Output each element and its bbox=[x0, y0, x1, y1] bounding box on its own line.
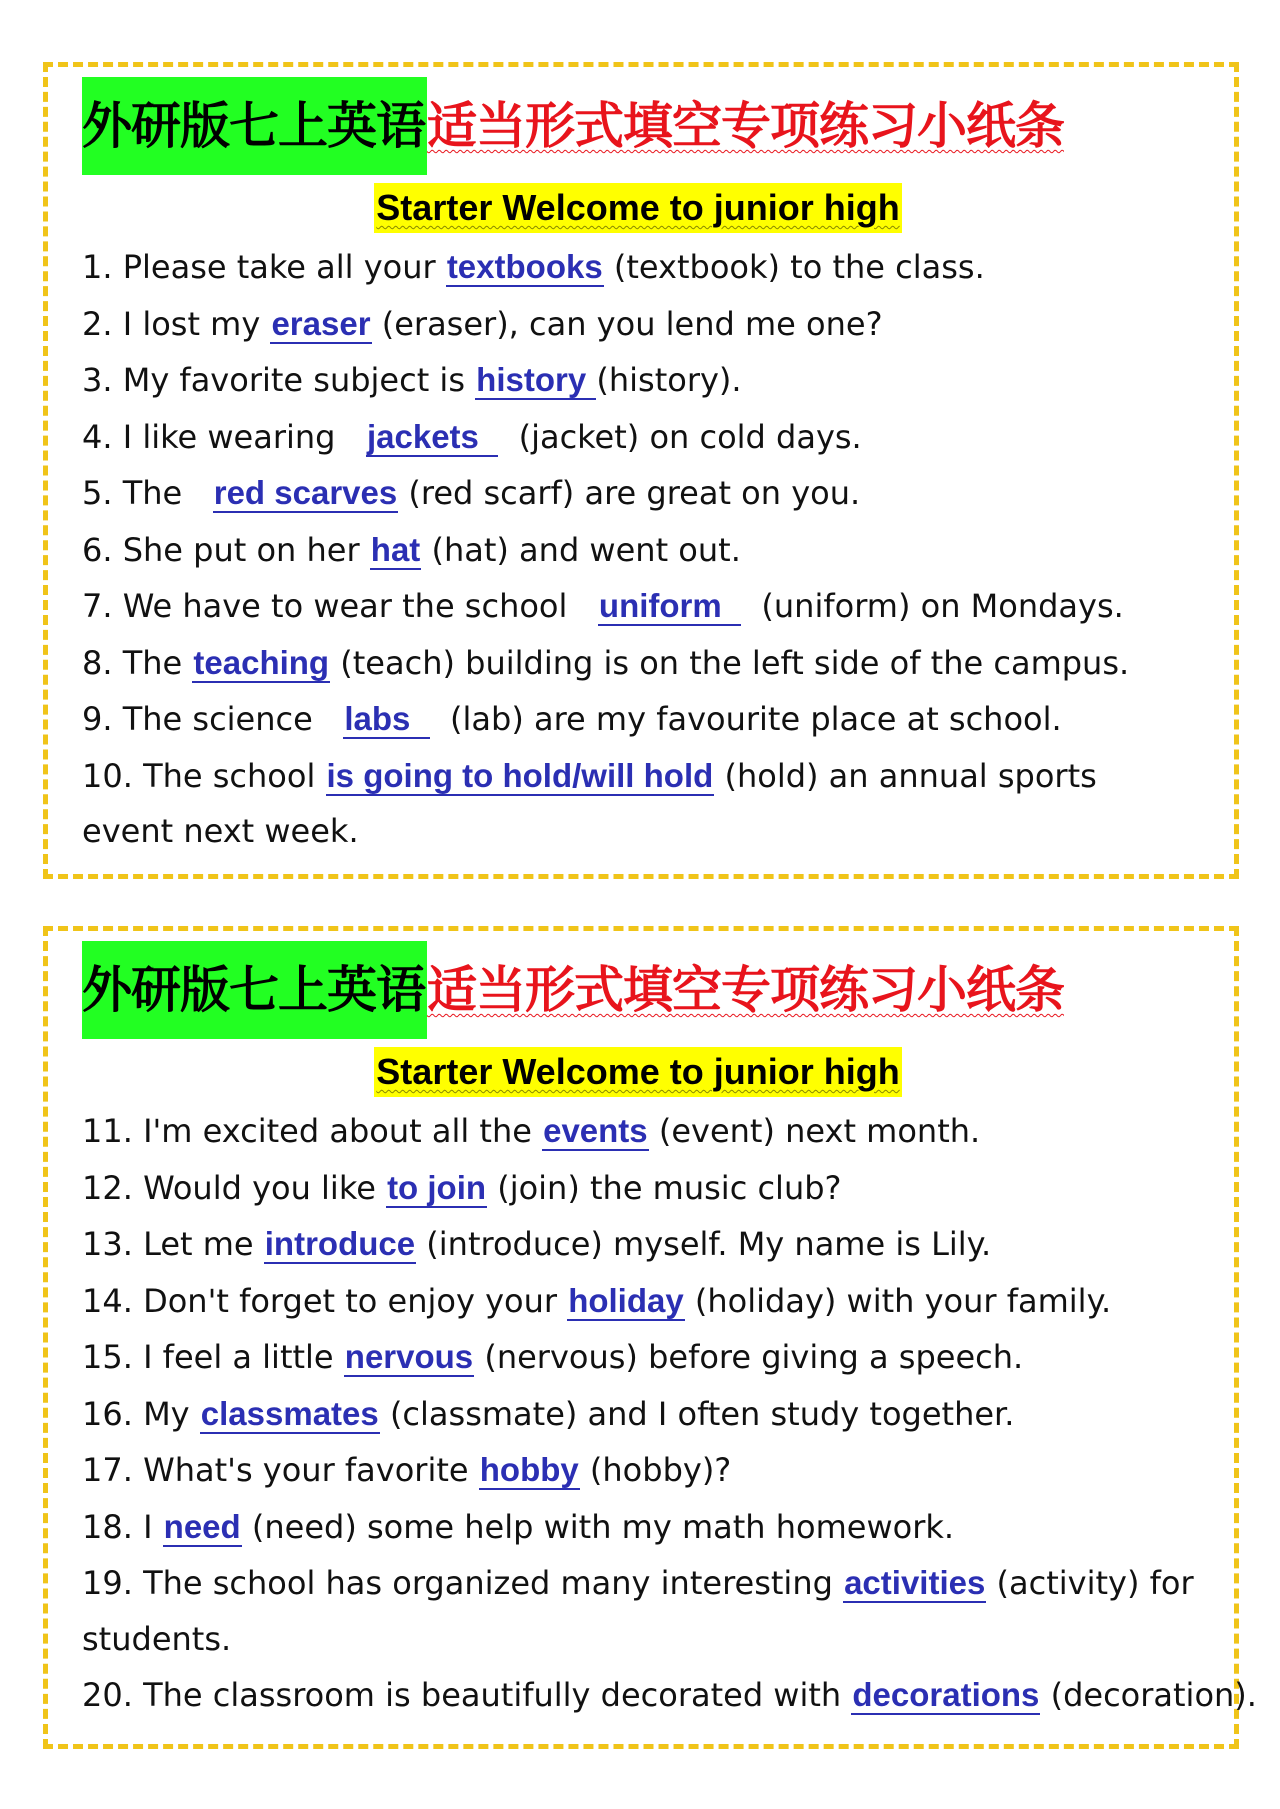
exercise-item: 1. Please take all your textbooks (textbook) to the class. bbox=[82, 248, 985, 286]
exercise-item: 3. My favorite subject is history (history). bbox=[82, 361, 742, 399]
card-title bbox=[82, 77, 1194, 175]
exercise-item: 19. The school has organized many interesting activities (activity) for students. bbox=[82, 1564, 1194, 1658]
exercise-item: 12. Would you like to join (join) the music club? bbox=[82, 1168, 842, 1207]
answer-text: events bbox=[543, 1112, 648, 1149]
exercise-item: 6. She put on her hat (hat) and went out. bbox=[82, 530, 741, 569]
unit-subtitle: Starter Welcome to junior high bbox=[374, 1047, 901, 1097]
title-red-part: 适当形式填空专项练习小纸条 bbox=[427, 961, 1064, 1019]
answer-text: decorations bbox=[852, 1676, 1040, 1713]
exercise-card-2 bbox=[43, 926, 1257, 1749]
answer-text: hat bbox=[370, 530, 421, 568]
answer-text: to join bbox=[387, 1168, 487, 1206]
exercise-item: 13. Let me introduce (introduce) myself. My name is Lily. bbox=[82, 1225, 992, 1263]
subtitle-row bbox=[82, 1047, 1194, 1101]
exercise-list bbox=[82, 1103, 1257, 1724]
exercise-item: 5. The red scarves (red scarf) are great on you. bbox=[82, 474, 861, 512]
exercise-item: 7. We have to wear the school uniform (uniform) on Mondays. bbox=[82, 587, 1124, 625]
exercise-item: 11. I'm excited about all the events (event) next month. bbox=[82, 1112, 981, 1150]
exercise-item: 2. I lost my eraser (eraser), can you lend me one? bbox=[82, 304, 883, 343]
exercise-item: 14. Don't forget to enjoy your holiday (holiday) with your family. bbox=[82, 1281, 1112, 1320]
exercise-card-1 bbox=[43, 62, 1239, 879]
answer-text: classmates bbox=[200, 1394, 379, 1432]
exercise-item: 15. I feel a little nervous (nervous) before giving a speech. bbox=[82, 1338, 1024, 1376]
answer-text: red scarves bbox=[213, 474, 398, 511]
answer-text: need bbox=[163, 1507, 241, 1545]
exercise-item: 16. My classmates (classmate) and I often study together. bbox=[82, 1394, 1015, 1433]
exercise-item: 10. The school is going to hold/will hold (hold) an annual sports event next week. bbox=[82, 756, 1097, 850]
answer-text: introduce bbox=[264, 1225, 416, 1262]
answer-text: uniform bbox=[598, 587, 741, 624]
title-green-part: 外研版七上英语 bbox=[82, 77, 427, 175]
answer-text: labs bbox=[344, 700, 429, 737]
answer-text: is going to hold/will hold bbox=[326, 756, 714, 794]
exercise-item: 20. The classroom is beautifully decorated with decorations (decoration). bbox=[82, 1676, 1257, 1714]
exercise-item: 4. I like wearing jackets (jacket) on cold days. bbox=[82, 417, 862, 456]
answer-text: activities bbox=[844, 1564, 986, 1601]
answer-text: eraser bbox=[271, 304, 371, 342]
answer-text: hobby bbox=[479, 1451, 579, 1488]
subtitle-row bbox=[82, 183, 1194, 237]
answer-text: teaching bbox=[193, 643, 330, 681]
answer-text: history bbox=[476, 361, 596, 398]
exercise-item: 17. What's your favorite hobby (hobby)? bbox=[82, 1451, 732, 1489]
card-title bbox=[82, 941, 1194, 1039]
unit-subtitle: Starter Welcome to junior high bbox=[374, 183, 901, 233]
exercise-item: 8. The teaching (teach) building is on the left side of the campus. bbox=[82, 643, 1130, 682]
answer-text: textbooks bbox=[446, 248, 603, 285]
title-red-part: 适当形式填空专项练习小纸条 bbox=[427, 97, 1064, 155]
answer-text: nervous bbox=[344, 1338, 474, 1375]
exercise-item: 18. I need (need) some help with my math homework. bbox=[82, 1507, 955, 1546]
exercise-list bbox=[82, 239, 1194, 860]
title-green-part: 外研版七上英语 bbox=[82, 941, 427, 1039]
answer-text: jackets bbox=[366, 417, 498, 455]
answer-text: holiday bbox=[568, 1281, 684, 1319]
exercise-item: 9. The science labs (lab) are my favourite place at school. bbox=[82, 700, 1062, 738]
